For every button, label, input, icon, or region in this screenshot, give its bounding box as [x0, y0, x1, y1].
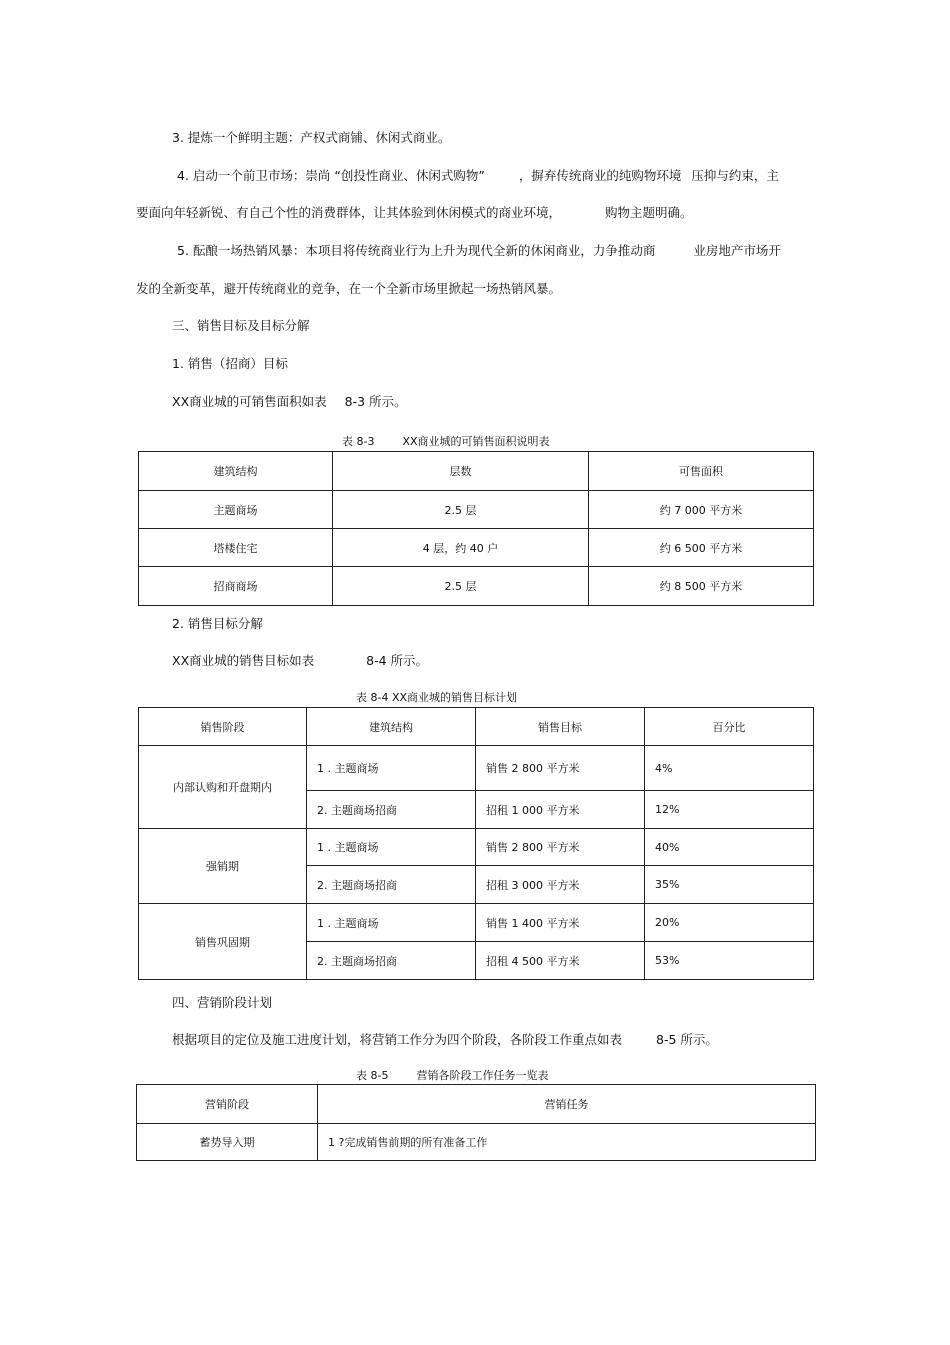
header-cell: 销售阶段: [139, 708, 307, 746]
paragraph-4-part-e: 购物主题明确。: [605, 205, 693, 220]
subheading-target-breakdown: 2. 销售目标分解: [172, 616, 263, 631]
paragraph-5-line-2: 发的全新变革，避开传统商业的竞争，在一个全新市场里掀起一场热销风暴。: [136, 281, 562, 296]
table-cell: 4 层，约 40 户: [333, 529, 589, 567]
table-cell: 销售 1 400 平方米: [476, 904, 645, 942]
table-cell: 销售 2 800 平方米: [476, 829, 645, 866]
table-8-4-intro: [172, 653, 428, 669]
table-row: [139, 567, 814, 606]
table-8-3-caption-title: XX商业城的可销售面积说明表: [402, 435, 550, 448]
table-row: [139, 829, 814, 866]
paragraph-4-part-d: 要面向年轻新锐、有自己个性的消费群体，让其体验到休闲模式的商业环境，: [136, 205, 562, 220]
header-cell: 百分比: [645, 708, 814, 746]
table-cell: 2.5 层: [333, 491, 589, 529]
table-cell: 2. 主题商场招商: [307, 791, 476, 829]
table-8-4-caption: 表 8-4 XX商业城的销售目标计划: [356, 691, 518, 704]
table-cell: 1 . 主题商场: [307, 904, 476, 942]
header-cell: 销售目标: [476, 708, 645, 746]
table-cell: 40%: [645, 829, 814, 866]
paragraph-4-line-1: [177, 168, 779, 184]
paragraph-4-part-c: 压抑与约束，主: [691, 168, 779, 183]
table-8-3-intro: [172, 394, 407, 410]
section-heading-4: 四、营销阶段计划: [172, 995, 273, 1010]
table-cell: 1 . 主题商场: [307, 746, 476, 791]
table-cell: 2. 主题商场招商: [307, 942, 476, 980]
table-row: [139, 529, 814, 567]
table-8-4-intro-a: XX商业城的销售目标如表: [172, 653, 315, 668]
table-8-5-caption-title: 营销各阶段工作任务一览表: [416, 1069, 549, 1082]
table-cell: 蓄势导入期: [137, 1124, 318, 1161]
table-8-3-caption-num: 表 8-3: [342, 435, 375, 448]
table-cell: 约 7 000 平方米: [589, 491, 814, 529]
header-cell: 营销阶段: [137, 1085, 318, 1124]
table-8-3: [138, 451, 814, 606]
table-cell: 20%: [645, 904, 814, 942]
table-header-row: [139, 708, 814, 746]
subheading-sales-target: 1. 销售（招商）目标: [172, 356, 288, 371]
table-cell: 销售 2 800 平方米: [476, 746, 645, 791]
table-8-4: [138, 707, 814, 980]
paragraph-5-part-a: 5. 酝酿一场热销风暴：本项目将传统商业行为上升为现代全新的休闲商业，力争推动商: [177, 243, 656, 258]
table-cell: 2. 主题商场招商: [307, 866, 476, 904]
stage-cell: 销售巩固期: [139, 904, 307, 980]
table-8-5-caption-num: 表 8-5: [356, 1069, 389, 1082]
table-8-3-intro-b: 8-3 所示。: [344, 394, 407, 409]
table-cell: 招租 3 000 平方米: [476, 866, 645, 904]
stage-cell: 强销期: [139, 829, 307, 904]
table-8-4-intro-b: 8-4 所示。: [366, 653, 429, 668]
paragraph-3: 3. 提炼一个鲜明主题：产权式商铺、休闲式商业。: [172, 130, 451, 145]
header-cell: 营销任务: [318, 1085, 816, 1124]
table-8-5-intro-a: 根据项目的定位及施工进度计划，将营销工作分为四个阶段，各阶段工作重点如表: [172, 1032, 623, 1047]
table-cell: 约 6 500 平方米: [589, 529, 814, 567]
table-cell: 招商商场: [139, 567, 333, 606]
table-row: [137, 1124, 816, 1161]
section-heading-3: 三、销售目标及目标分解: [172, 318, 310, 333]
table-row: [139, 746, 814, 791]
table-8-5-intro-b: 8-5 所示。: [656, 1032, 718, 1047]
table-8-5-caption: [356, 1069, 548, 1083]
table-cell: 招租 1 000 平方米: [476, 791, 645, 829]
paragraph-4-line-2: [136, 205, 693, 221]
table-header-row: [137, 1085, 816, 1124]
table-8-5-intro: [172, 1032, 718, 1048]
table-row: [139, 491, 814, 529]
table-8-3-caption: [342, 435, 550, 449]
header-cell: 建筑结构: [139, 452, 333, 491]
table-cell: 招租 4 500 平方米: [476, 942, 645, 980]
paragraph-5-part-b: 业房地产市场开: [693, 243, 781, 258]
paragraph-4-part-b: ，摒弃传统商业的纯购物环境: [518, 168, 682, 183]
table-cell: 35%: [645, 866, 814, 904]
table-cell: 塔楼住宅: [139, 529, 333, 567]
paragraph-4-part-a: 4. 启动一个前卫市场：崇尚 “创投性商业、休闲式购物”: [177, 168, 485, 183]
table-cell: 主题商场: [139, 491, 333, 529]
table-cell: 12%: [645, 791, 814, 829]
table-cell: 1 ?完成销售前期的所有准备工作: [318, 1124, 816, 1161]
table-row: [139, 904, 814, 942]
table-8-5: [136, 1084, 816, 1161]
table-header-row: [139, 452, 814, 491]
paragraph-5-line-1: [177, 243, 781, 259]
table-cell: 1 . 主题商场: [307, 829, 476, 866]
header-cell: 层数: [333, 452, 589, 491]
table-8-3-intro-a: XX商业城的可销售面积如表: [172, 394, 327, 409]
stage-cell: 内部认购和开盘期内: [139, 746, 307, 829]
table-cell: 约 8 500 平方米: [589, 567, 814, 606]
table-cell: 2.5 层: [333, 567, 589, 606]
header-cell: 建筑结构: [307, 708, 476, 746]
header-cell: 可售面积: [589, 452, 814, 491]
table-cell: 4%: [645, 746, 814, 791]
table-cell: 53%: [645, 942, 814, 980]
